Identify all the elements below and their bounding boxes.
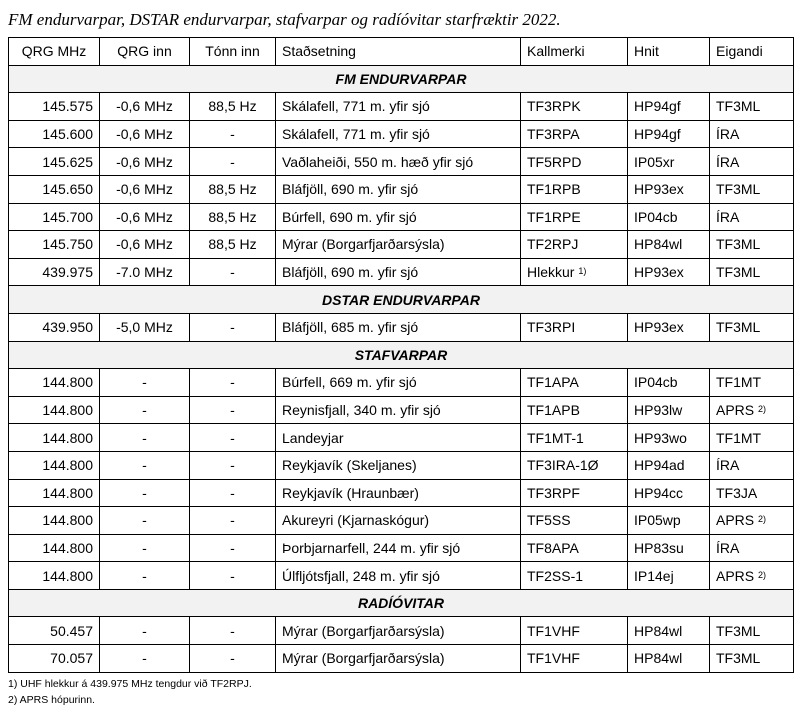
cell-kallmerki: [521, 617, 628, 645]
cell-stadsetning: Akureyri (Kjarnaskógur): [276, 507, 521, 535]
header-qrg: QRG MHz: [9, 38, 100, 66]
cell-eigandi: [710, 479, 794, 507]
cell-qrg-inn: -0,6 MHz: [100, 120, 190, 148]
table-row: [9, 369, 794, 397]
kallmerki-text: TF3RPA: [527, 126, 580, 143]
section-title: FM ENDURVARPAR: [9, 65, 794, 93]
cell-qrg: 144.800: [9, 424, 100, 452]
page-title: FM endurvarpar, DSTAR endurvarpar, stafvarpar og radíóvitar starfræktir 2022.: [8, 10, 561, 29]
section-header-row: [9, 589, 794, 617]
cell-stadsetning: Landeyjar: [276, 424, 521, 452]
cell-qrg: 144.800: [9, 369, 100, 397]
cell-stadsetning: Skálafell, 771 m. yfir sjó: [276, 120, 521, 148]
eigandi-text: ÍRA: [716, 126, 740, 143]
cell-qrg-inn: -5,0 MHz: [100, 313, 190, 341]
cell-tonn-inn: -: [190, 645, 276, 673]
cell-qrg-inn: -: [100, 479, 190, 507]
table-row: [9, 175, 794, 203]
header-stadsetning: Staðsetning: [276, 38, 521, 66]
section-header-row: [9, 341, 794, 369]
section-title: RADÍÓVITAR: [9, 589, 794, 617]
cell-kallmerki: [521, 369, 628, 397]
kallmerki-text: TF1APB: [527, 402, 580, 419]
repeater-table: [8, 37, 794, 673]
cell-tonn-inn: -: [190, 451, 276, 479]
cell-stadsetning: Skálafell, 771 m. yfir sjó: [276, 93, 521, 121]
eigandi-text: ÍRA: [716, 539, 740, 556]
footnote-marker: 2): [758, 404, 767, 415]
cell-stadsetning: Mýrar (Borgarfjarðarsýsla): [276, 645, 521, 673]
cell-hnit: HP94gf: [628, 120, 710, 148]
table-row: [9, 396, 794, 424]
kallmerki-text: TF8APA: [527, 539, 579, 556]
eigandi-text: TF3ML: [716, 98, 761, 115]
cell-kallmerki: [521, 534, 628, 562]
cell-stadsetning: Þorbjarnarfell, 244 m. yfir sjó: [276, 534, 521, 562]
kallmerki-text: TF1MT-1: [527, 429, 584, 446]
cell-hnit: HP93lw: [628, 396, 710, 424]
cell-hnit: IP04cb: [628, 203, 710, 231]
eigandi-text: TF3ML: [716, 319, 761, 336]
cell-eigandi: [710, 258, 794, 286]
table-row: [9, 562, 794, 590]
header-row: [9, 38, 794, 66]
cell-kallmerki: [521, 258, 628, 286]
cell-eigandi: [710, 120, 794, 148]
kallmerki-text: TF1APA: [527, 374, 579, 391]
cell-hnit: HP94gf: [628, 93, 710, 121]
footnote-marker: 2): [758, 514, 767, 525]
cell-qrg: 439.950: [9, 313, 100, 341]
cell-stadsetning: Mýrar (Borgarfjarðarsýsla): [276, 617, 521, 645]
cell-kallmerki: [521, 424, 628, 452]
cell-kallmerki: [521, 645, 628, 673]
cell-kallmerki: [521, 203, 628, 231]
table-row: [9, 93, 794, 121]
cell-qrg-inn: -7.0 MHz: [100, 258, 190, 286]
cell-stadsetning: Vaðlaheiði, 550 m. hæð yfir sjó: [276, 148, 521, 176]
eigandi-text: TF3ML: [716, 236, 761, 253]
cell-hnit: IP04cb: [628, 369, 710, 397]
table-row: [9, 617, 794, 645]
table-row: [9, 203, 794, 231]
cell-eigandi: [710, 617, 794, 645]
cell-stadsetning: Búrfell, 669 m. yfir sjó: [276, 369, 521, 397]
kallmerki-text: TF3RPF: [527, 484, 580, 501]
header-tonn-inn: Tónn inn: [190, 38, 276, 66]
kallmerki-text: Hlekkur: [527, 264, 575, 281]
cell-qrg: 144.800: [9, 451, 100, 479]
cell-eigandi: [710, 203, 794, 231]
cell-hnit: HP93ex: [628, 175, 710, 203]
cell-hnit: HP83su: [628, 534, 710, 562]
cell-tonn-inn: -: [190, 120, 276, 148]
cell-kallmerki: [521, 120, 628, 148]
cell-tonn-inn: 88,5 Hz: [190, 203, 276, 231]
cell-qrg-inn: -0,6 MHz: [100, 231, 190, 259]
kallmerki-text: TF5SS: [527, 512, 571, 529]
table-row: [9, 120, 794, 148]
cell-qrg-inn: -0,6 MHz: [100, 203, 190, 231]
cell-qrg: 144.800: [9, 479, 100, 507]
cell-eigandi: [710, 175, 794, 203]
cell-qrg: 145.600: [9, 120, 100, 148]
cell-stadsetning: Reynisfjall, 340 m. yfir sjó: [276, 396, 521, 424]
kallmerki-text: TF5RPD: [527, 153, 582, 170]
kallmerki-text: TF1RPB: [527, 181, 581, 198]
table-body: [9, 65, 794, 672]
cell-tonn-inn: 88,5 Hz: [190, 93, 276, 121]
cell-tonn-inn: -: [190, 369, 276, 397]
cell-kallmerki: [521, 396, 628, 424]
cell-qrg: 70.057: [9, 645, 100, 673]
cell-kallmerki: [521, 562, 628, 590]
cell-eigandi: [710, 313, 794, 341]
cell-hnit: IP14ej: [628, 562, 710, 590]
header-qrg-inn: QRG inn: [100, 38, 190, 66]
cell-qrg-inn: -: [100, 617, 190, 645]
cell-qrg: 144.800: [9, 396, 100, 424]
cell-qrg: 144.800: [9, 562, 100, 590]
cell-qrg-inn: -0,6 MHz: [100, 175, 190, 203]
cell-qrg-inn: -: [100, 424, 190, 452]
footnote-1: 1) UHF hlekkur á 439.975 MHz tengdur við TF2RPJ.: [8, 678, 252, 690]
cell-hnit: HP93ex: [628, 313, 710, 341]
cell-qrg-inn: -: [100, 534, 190, 562]
footnotes: [8, 676, 252, 708]
cell-tonn-inn: 88,5 Hz: [190, 231, 276, 259]
footnote-marker: 2): [758, 569, 767, 580]
kallmerki-text: TF2RPJ: [527, 236, 579, 253]
cell-eigandi: [710, 451, 794, 479]
eigandi-text: ÍRA: [716, 208, 740, 225]
eigandi-text: ÍRA: [716, 153, 740, 170]
cell-stadsetning: Búrfell, 690 m. yfir sjó: [276, 203, 521, 231]
eigandi-text: TF1MT: [716, 429, 762, 446]
eigandi-text: TF1MT: [716, 374, 762, 391]
kallmerki-text: TF1VHF: [527, 622, 580, 639]
cell-tonn-inn: -: [190, 148, 276, 176]
cell-eigandi: [710, 645, 794, 673]
cell-hnit: HP84wl: [628, 231, 710, 259]
section-header-row: [9, 65, 794, 93]
table-row: [9, 258, 794, 286]
cell-stadsetning: Bláfjöll, 690 m. yfir sjó: [276, 175, 521, 203]
cell-tonn-inn: -: [190, 313, 276, 341]
cell-stadsetning: Reykjavík (Hraunbær): [276, 479, 521, 507]
table-row: [9, 231, 794, 259]
cell-qrg: 144.800: [9, 534, 100, 562]
cell-eigandi: [710, 231, 794, 259]
section-title: DSTAR ENDURVARPAR: [9, 286, 794, 314]
cell-tonn-inn: -: [190, 258, 276, 286]
cell-hnit: HP84wl: [628, 617, 710, 645]
eigandi-text: APRS: [716, 402, 755, 419]
footnote-2: 2) APRS hópurinn.: [8, 694, 95, 706]
cell-eigandi: [710, 507, 794, 535]
table-row: [9, 148, 794, 176]
cell-eigandi: [710, 369, 794, 397]
cell-stadsetning: Reykjavík (Skeljanes): [276, 451, 521, 479]
eigandi-text: TF3ML: [716, 264, 761, 281]
cell-tonn-inn: -: [190, 479, 276, 507]
cell-stadsetning: Mýrar (Borgarfjarðarsýsla): [276, 231, 521, 259]
header-hnit: Hnit: [628, 38, 710, 66]
cell-tonn-inn: 88,5 Hz: [190, 175, 276, 203]
kallmerki-text: TF3IRA-1Ø: [527, 457, 599, 474]
table-row: [9, 645, 794, 673]
cell-tonn-inn: -: [190, 534, 276, 562]
cell-eigandi: [710, 562, 794, 590]
cell-qrg-inn: -: [100, 562, 190, 590]
kallmerki-text: TF3RPK: [527, 98, 581, 115]
cell-tonn-inn: -: [190, 424, 276, 452]
eigandi-text: TF3JA: [716, 484, 758, 501]
cell-qrg-inn: -0,6 MHz: [100, 148, 190, 176]
cell-kallmerki: [521, 231, 628, 259]
cell-stadsetning: Bláfjöll, 685 m. yfir sjó: [276, 313, 521, 341]
cell-hnit: HP93ex: [628, 258, 710, 286]
cell-hnit: HP84wl: [628, 645, 710, 673]
cell-eigandi: [710, 534, 794, 562]
section-header-row: [9, 286, 794, 314]
header-eigandi: Eigandi: [710, 38, 794, 66]
table-row: [9, 424, 794, 452]
cell-kallmerki: [521, 148, 628, 176]
table-row: [9, 479, 794, 507]
cell-qrg: 439.975: [9, 258, 100, 286]
cell-tonn-inn: -: [190, 507, 276, 535]
cell-kallmerki: [521, 479, 628, 507]
cell-qrg: 145.650: [9, 175, 100, 203]
table-row: [9, 451, 794, 479]
cell-eigandi: [710, 93, 794, 121]
cell-eigandi: [710, 396, 794, 424]
cell-kallmerki: [521, 507, 628, 535]
cell-hnit: HP93wo: [628, 424, 710, 452]
eigandi-text: ÍRA: [716, 457, 740, 474]
eigandi-text: TF3ML: [716, 181, 761, 198]
kallmerki-text: TF1VHF: [527, 650, 580, 667]
eigandi-text: TF3ML: [716, 622, 761, 639]
header-kallmerki: Kallmerki: [521, 38, 628, 66]
cell-hnit: IP05xr: [628, 148, 710, 176]
cell-qrg-inn: -: [100, 507, 190, 535]
cell-qrg: 145.700: [9, 203, 100, 231]
cell-qrg-inn: -: [100, 451, 190, 479]
cell-qrg: 145.575: [9, 93, 100, 121]
eigandi-text: TF3ML: [716, 650, 761, 667]
cell-qrg-inn: -: [100, 396, 190, 424]
cell-tonn-inn: -: [190, 617, 276, 645]
cell-kallmerki: [521, 451, 628, 479]
cell-stadsetning: Bláfjöll, 690 m. yfir sjó: [276, 258, 521, 286]
cell-kallmerki: [521, 313, 628, 341]
kallmerki-text: TF1RPE: [527, 208, 581, 225]
cell-qrg: 144.800: [9, 507, 100, 535]
cell-qrg: 50.457: [9, 617, 100, 645]
kallmerki-text: TF2SS-1: [527, 567, 584, 584]
table-row: [9, 313, 794, 341]
eigandi-text: APRS: [716, 567, 755, 584]
cell-qrg-inn: -: [100, 369, 190, 397]
cell-qrg: 145.750: [9, 231, 100, 259]
section-title: STAFVARPAR: [9, 341, 794, 369]
cell-qrg-inn: -: [100, 645, 190, 673]
cell-hnit: HP94cc: [628, 479, 710, 507]
eigandi-text: APRS: [716, 512, 755, 529]
cell-kallmerki: [521, 93, 628, 121]
cell-hnit: HP94ad: [628, 451, 710, 479]
cell-stadsetning: Úlfljótsfjall, 248 m. yfir sjó: [276, 562, 521, 590]
cell-tonn-inn: -: [190, 562, 276, 590]
footnote-marker: 1): [578, 266, 587, 277]
cell-qrg: 145.625: [9, 148, 100, 176]
cell-kallmerki: [521, 175, 628, 203]
table-row: [9, 507, 794, 535]
cell-tonn-inn: -: [190, 396, 276, 424]
cell-eigandi: [710, 424, 794, 452]
kallmerki-text: TF3RPI: [527, 319, 576, 336]
cell-qrg-inn: -0,6 MHz: [100, 93, 190, 121]
cell-hnit: IP05wp: [628, 507, 710, 535]
cell-eigandi: [710, 148, 794, 176]
table-row: [9, 534, 794, 562]
